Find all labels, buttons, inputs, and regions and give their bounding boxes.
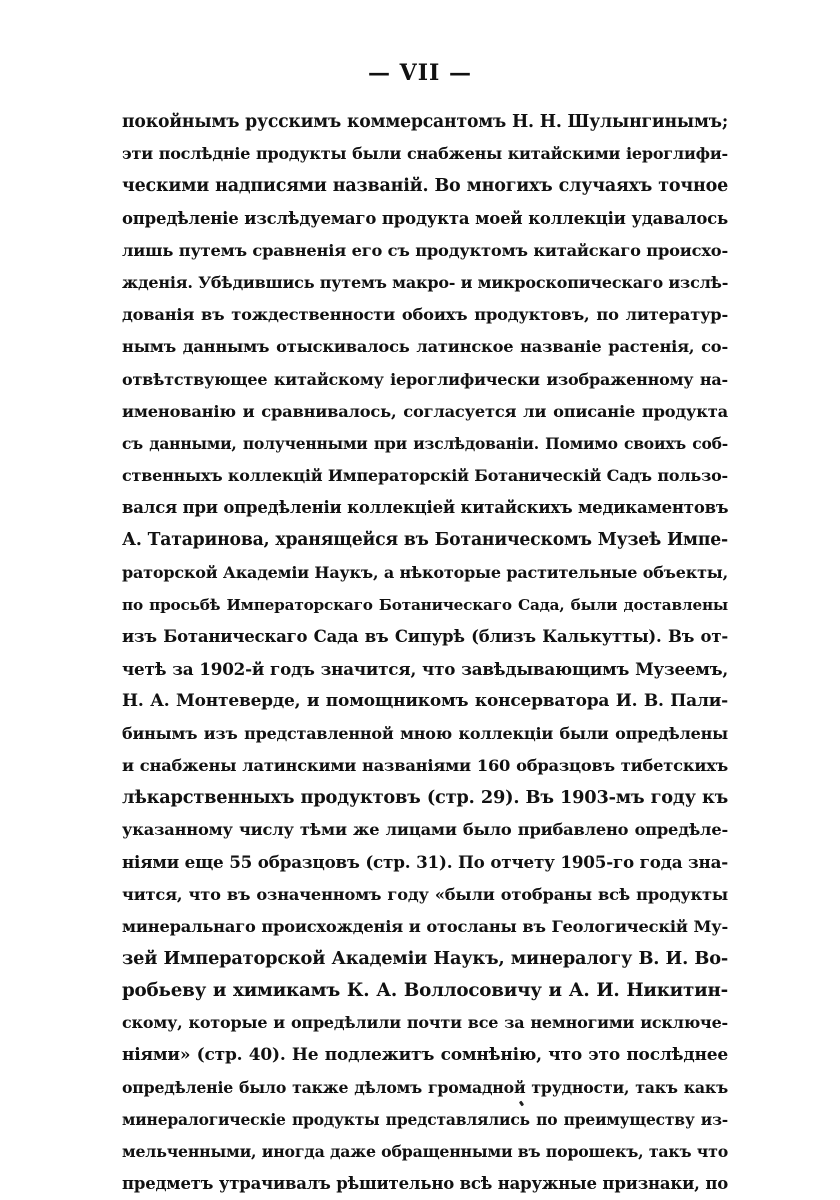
text-line: и снабжены латинскими названіями 160 образцовъ тибетскихъ [122, 755, 728, 775]
text-line: лѣкарственныхъ продуктовъ (стр. 29). Въ 1903-мъ году къ [122, 786, 728, 808]
body-text [122, 106, 728, 1200]
text-line: изъ Ботаническаго Сада въ Сипурѣ (близъ Калькутты). Въ от- [122, 627, 728, 646]
text-line: покойнымъ русскимъ коммерсантомъ Н. Н. Шулынгинымъ; [122, 112, 728, 132]
text-line: по просьбѣ Императорскаго Ботаническаго Сада, были доставлены [122, 595, 728, 614]
text-line: Н. А. Монтеверде, и помощникомъ консерватора И. В. Пали- [122, 691, 728, 712]
text-line: чится, что въ означенномъ году «были отобраны всѣ продукты [122, 884, 728, 904]
text-line: предметъ утрачивалъ рѣшительно всѣ наружные признаки, по [122, 1174, 728, 1194]
text-line: лишь путемъ сравненія его съ продуктомъ китайскаго происхо- [122, 240, 728, 260]
text-line: эти послѣдніе продукты были снабжены китайскими іероглифи- [122, 144, 728, 164]
text-line: скому, которые и опредѣлили почти все за немногими исключе- [122, 1013, 728, 1033]
text-line: ческими надписями названій. Во многихъ случаяхъ точное [122, 176, 728, 197]
page-number: — VII — [368, 60, 472, 86]
text-line: опредѣленіе было также дѣломъ громадной трудности, такъ какъ [122, 1077, 728, 1097]
text-line: съ данными, полученными при изслѣдованіи. Помимо своихъ соб- [122, 433, 728, 453]
text-line: раторской Академіи Наукъ, а нѣкоторые растительные объекты, [122, 562, 728, 582]
text-line: робьеву и химикамъ К. А. Воллосовичу и А. И. Никитин- [122, 980, 728, 1002]
text-line: ственныхъ коллекцій Императорскій Ботаническій Садъ пользо- [122, 466, 728, 486]
text-line: именованію и сравнивалось, согласуется ли описаніе продукта [122, 401, 728, 421]
text-line: отвѣтствующее китайскому іероглифически изображенному на- [122, 369, 728, 389]
text-line: указанному числу тѣми же лицами было прибавлено опредѣле- [122, 820, 728, 840]
text-line: минералогическіе продукты представлялись по преимуществу из- [122, 1109, 728, 1129]
text-line: ніями еще 55 образцовъ (стр. 31). По отчету 1905-го года зна- [122, 852, 728, 873]
text-line: зей Императорской Академіи Наукъ, минералогу В. И. Во- [122, 947, 728, 969]
text-line: минеральнаго происхожденія и отосланы въ Геологическій Му- [122, 916, 728, 936]
text-line: бинымъ изъ представленной мною коллекціи были опредѣлены [122, 723, 728, 743]
text-line: нымъ даннымъ отыскивалось латинское названіе растенія, со- [122, 337, 728, 357]
text-line: ніями» (стр. 40). Не подлежитъ сомнѣнію, что это послѣднее [122, 1045, 728, 1066]
text-line: жденія. Убѣдившись путемъ макро- и микроскопическаго изслѣ- [122, 272, 729, 292]
text-line: А. Татаринова, хранящейся въ Ботаническомъ Музеѣ Импе- [122, 530, 728, 551]
text-line: вался при опредѣленіи коллекціей китайскихъ медикаментовъ [122, 498, 729, 518]
text-line: дованія въ тождественности обоихъ продуктовъ, по литератур- [122, 305, 728, 325]
text-line: опредѣленіе изслѣдуемаго продукта моей коллекціи удавалось [122, 208, 728, 228]
text-line: четѣ за 1902-й годъ значится, что завѣдывающимъ Музеемъ, [122, 659, 728, 680]
text-line: мельченными, иногда даже обращенными въ порошекъ, такъ что [122, 1142, 728, 1161]
